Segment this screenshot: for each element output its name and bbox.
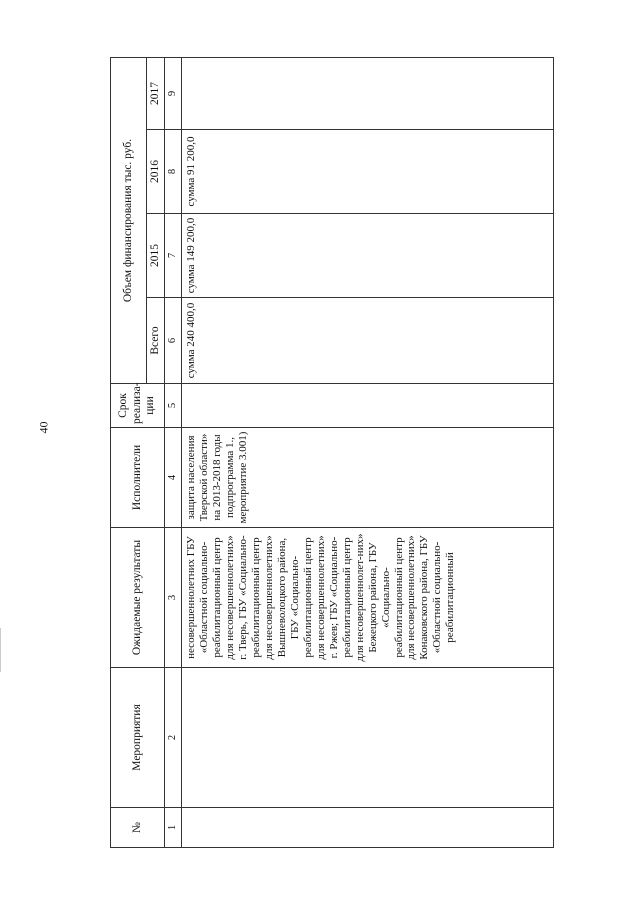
- index-cell: 8: [165, 130, 182, 214]
- cell-executors: защита населения Тверской области» на 2013-2018 годы подпрограмма 1., мероприятие 3.001): [182, 428, 554, 528]
- cell-results: несовершеннолетних ГБУ «Областной социально-реабилитационный центр для несовершеннолетних» г. Тверь, ГБУ «Социально-реабилитационный центр для несовершеннолетних» Вышневолоцкого района, ГБУ «Социально-реабилитационный центр для несовершеннолетних» г. Ржев; ГБУ «Социально-реабилитационный центр для несовершеннолет-них» Бежецкого района, ГБУ «Социально-реабилитационный центр для несовершеннолетних» Конаковского района, ГБУ «Областной социально-реабилитационный: [182, 528, 554, 668]
- cell-events: [182, 668, 554, 808]
- index-cell: 6: [165, 298, 182, 384]
- header-results: Ожидаемые результаты: [111, 528, 165, 668]
- index-cell: 5: [165, 384, 182, 428]
- cell-num: [182, 808, 554, 848]
- cell-2015: сумма 149 200,0: [182, 214, 554, 298]
- cell-2016: сумма 91 200,0: [182, 130, 554, 214]
- index-cell: 3: [165, 528, 182, 668]
- header-total: Всего: [147, 298, 165, 384]
- header-term: Срок реализа-ции: [111, 384, 165, 428]
- header-executors: Исполнители: [111, 428, 165, 528]
- cell-2017: [182, 58, 554, 130]
- cell-total: сумма 240 400,0: [182, 298, 554, 384]
- index-cell: 1: [165, 808, 182, 848]
- header-financing: Объем финансирования тыс. руб.: [111, 58, 147, 384]
- index-cell: 7: [165, 214, 182, 298]
- margin-mark: [0, 628, 1, 672]
- index-cell: 9: [165, 58, 182, 130]
- header-2017: 2017: [147, 58, 165, 130]
- cell-term: [182, 384, 554, 428]
- page-number: 40: [36, 421, 51, 434]
- financing-table-rotated: [110, 58, 554, 848]
- header-2015: 2015: [147, 214, 165, 298]
- index-cell: 4: [165, 428, 182, 528]
- header-2016: 2016: [147, 130, 165, 214]
- header-events: Мероприятия: [111, 668, 165, 808]
- index-cell: 2: [165, 668, 182, 808]
- financing-table: [110, 57, 554, 848]
- header-num: №: [111, 808, 165, 848]
